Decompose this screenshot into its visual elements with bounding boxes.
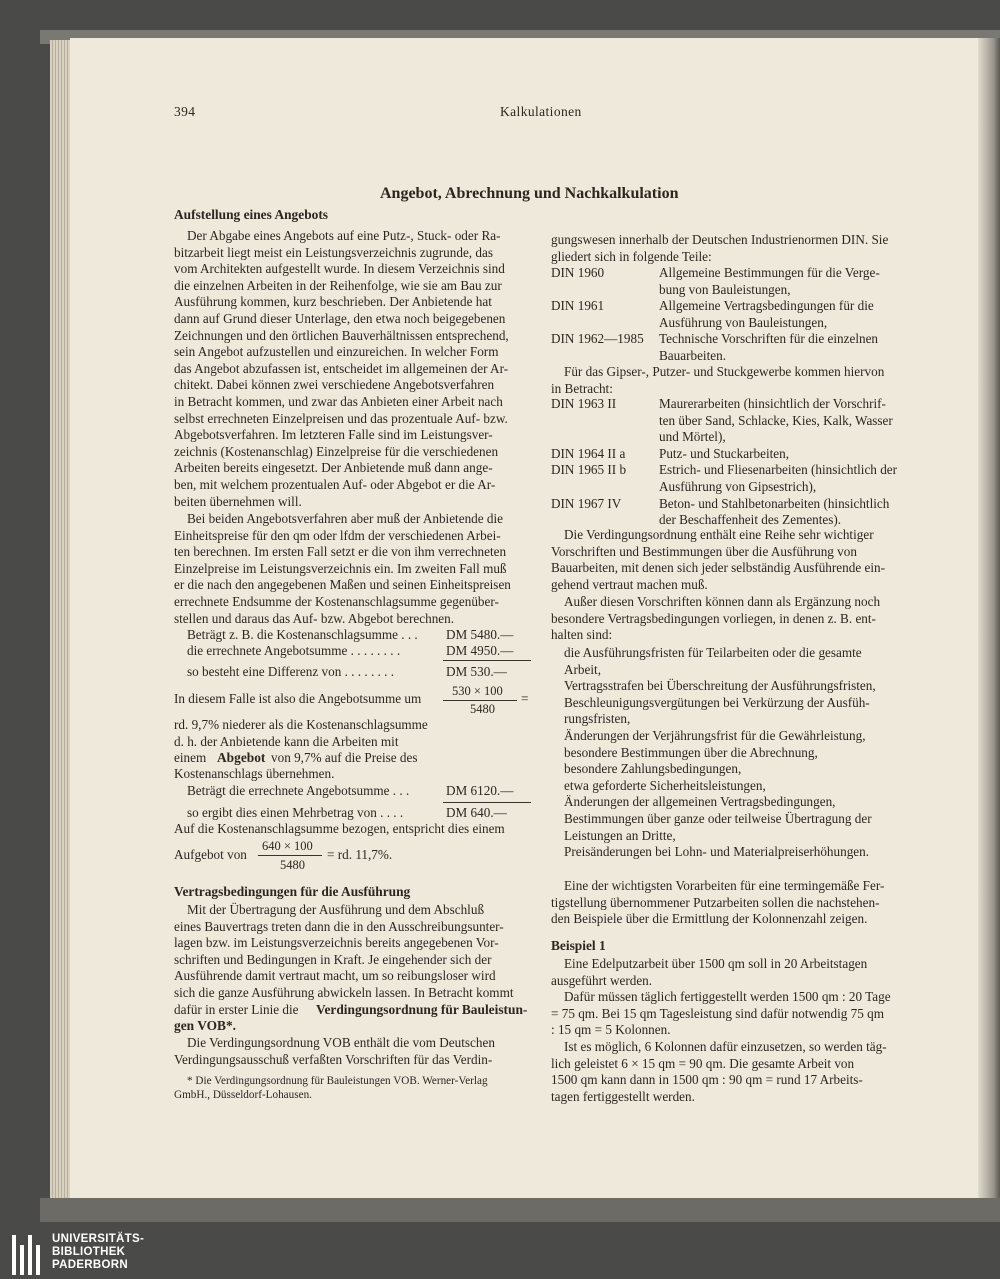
din-code: DIN 1963 II	[551, 396, 617, 411]
calc-value: DM 6120.—	[446, 783, 514, 798]
page-edges	[50, 40, 72, 1200]
paragraph-line: Ist es möglich, 6 Kolonnen dafür einzusetzen, so werden täg-	[564, 1039, 887, 1054]
paragraph-line: das Angebot abzufassen ist, entscheidet im allgemeinen der Ar-	[174, 360, 509, 376]
din-description: Bauarbeiten.	[659, 348, 727, 363]
paragraph-line: tagen fertiggestellt werden.	[551, 1088, 695, 1104]
list-item: Beschleunigungsvergütungen bei Verkürzung der Ausfüh-	[564, 694, 870, 710]
paragraph-line: errechnete Endsumme der Kostenanschlagsumme gegenüber-	[174, 594, 499, 609]
calc-label: Beträgt z. B. die Kostenanschlagsumme . . .	[187, 627, 418, 642]
library-logo-text	[52, 1233, 144, 1272]
paragraph-line: die einzelnen Arbeiten in der Reihenfolge, wie sie am Bau zur	[174, 277, 502, 293]
list-item: besondere Bestimmungen über die Abrechnung,	[564, 744, 818, 760]
emphasis-text: Abgebot	[217, 750, 266, 765]
paragraph-line: selbst errechneten Einzelpreisen und das prozentuale Auf- bzw.	[174, 410, 508, 426]
paragraph-line: gliedert sich in folgende Teile:	[551, 248, 712, 264]
paragraph-line: Einzelpreise im Leistungsverzeichnis ein. Im zweiten Fall muß	[174, 560, 507, 576]
paragraph-line: schriften und Bedingungen in Kraft. Je eingehender sich der	[174, 951, 492, 967]
paragraph-line: Der Abgabe eines Angebots auf eine Putz-, Stuck- oder Ra-	[187, 228, 501, 243]
fraction-denominator: 5480	[280, 858, 305, 872]
list-item: die Ausführungsfristen für Teilarbeiten oder die gesamte	[564, 645, 862, 660]
emphasis-text: Verdingungsordnung für Bauleistun-	[316, 1002, 528, 1017]
calc-value: DM 5480.—	[446, 627, 514, 642]
din-description: ten über Sand, Schlacke, Kies, Kalk, Wasser	[659, 412, 893, 428]
calc-label: Aufgebot von	[174, 847, 247, 862]
din-code: DIN 1960	[551, 265, 605, 280]
calc-label: die errechnete Angebotsumme . . . . . . . .	[187, 643, 401, 658]
list-item: rungsfristen,	[564, 711, 631, 727]
din-description: Putz- und Stuckarbeiten,	[659, 445, 790, 461]
paragraph-line: Arbeiten bereits eingesetzt. Der Anbietende muß dann ange-	[174, 460, 493, 476]
paragraph-line: Dafür müssen täglich fertiggestellt werden 1500 qm : 20 Tage	[564, 989, 891, 1005]
paragraph-line: sich die ganze Ausführung abwickeln lassen. In Betracht kommt	[174, 985, 514, 1000]
din-description: Ausführung von Bauleistungen,	[659, 314, 828, 330]
paragraph-line: bitzarbeit liegt meist ein Leistungsverzeichnis zugrunde, das	[174, 244, 493, 260]
paragraph-line: in Betracht kommen, und zwar das Anbieten einer Arbeit nach	[174, 394, 503, 409]
paragraph-line: Zeichnungen und den örtlichen Bauverhältnissen entsprechend,	[174, 327, 509, 343]
fraction-numerator: 530 × 100	[452, 684, 503, 698]
paragraph-line: Die Verdingungsordnung VOB enthält die vom Deutschen	[187, 1035, 495, 1050]
paragraph-line: ben, mit welchem prozentualen Auf- oder Abgebot er die Ar-	[174, 477, 496, 492]
din-description: und Mörtel),	[659, 429, 726, 445]
paragraph-line: beiten übernehmen will.	[174, 493, 302, 509]
paragraph-line: Bauarbeiten, mit denen sich jeder selbständig Ausführende ein-	[551, 560, 885, 576]
paragraph-line: den Beispiele über die Ermittlung der Kolonnenzahl zeigen.	[551, 911, 868, 927]
calc-label: so besteht eine Differenz von . . . . . . . .	[187, 664, 395, 679]
list-item: Leistungen an Dritte,	[564, 827, 676, 843]
footnote-line: * Die Verdingungsordnung für Bauleistungen VOB. Werner-Verlag	[187, 1075, 488, 1087]
logo-line: PADERBORN	[52, 1259, 128, 1271]
list-item: Vertragsstrafen bei Überschreitung der Ausführungsfristen,	[564, 678, 876, 694]
paragraph-line: Ausführende damit vertraut macht, um so reibungsloser wird	[174, 968, 496, 984]
din-description: Allgemeine Vertragsbedingungen für die	[659, 298, 874, 314]
paragraph-line: 1500 qm kann dann in 1500 qm : 90 qm = rund 17 Arbeits-	[551, 1072, 863, 1088]
paragraph-line: in Betracht:	[551, 380, 613, 396]
paragraph-line: Für das Gipser-, Putzer- und Stuckgewerbe kommen hiervon	[564, 364, 885, 379]
paragraph-line: gungswesen innerhalb der Deutschen Industrienormen DIN. Sie	[551, 232, 889, 247]
paragraph-line: sein Angebot aufzustellen und einzureichen. In welcher Form	[174, 344, 499, 360]
din-code: DIN 1964 II a	[551, 445, 626, 461]
paragraph-line: Eine Edelputzarbeit über 1500 qm soll in 20 Arbeitstagen	[564, 956, 868, 971]
calc-value: DM 4950.—	[446, 643, 514, 658]
page-number: 394	[174, 104, 196, 119]
paragraph-line: ausgeführt werden.	[551, 972, 653, 988]
paragraph-line: Mit der Übertragung der Ausführung und dem Abschluß	[187, 902, 485, 917]
paragraph-line: : 15 qm = 5 Kolonnen.	[551, 1022, 671, 1038]
running-title: Kalkulationen	[500, 104, 582, 119]
paragraph-line: vom Architekten aufgestellt wurde. In diesem Verzeichnis sind	[174, 261, 505, 277]
fraction-denominator: 5480	[470, 702, 495, 716]
calc-label: Beträgt die errechnete Angebotsumme . . .	[187, 783, 410, 798]
paragraph-line: Bei beiden Angebotsverfahren aber muß der Anbietende die	[187, 511, 504, 526]
book-gutter	[978, 38, 1000, 1200]
din-description: Estrich- und Fliesenarbeiten (hinsichtlich der	[659, 462, 898, 478]
fraction-bar-1	[443, 700, 517, 701]
paragraph-line: Außer diesen Vorschriften können dann als Ergänzung noch	[564, 594, 881, 609]
section-heading: Vertragsbedingungen für die Ausführung	[174, 884, 411, 899]
list-item: Preisänderungen bei Lohn- und Materialpreiserhöhungen.	[564, 844, 870, 860]
fraction-bar-2	[258, 855, 322, 856]
example-heading: Beispiel 1	[551, 938, 606, 953]
paragraph-line: eines Bauvertrags treten dann die in den Ausschreibungsunter-	[174, 918, 504, 934]
calc-label: so ergibt dies einen Mehrbetrag von . . . .	[187, 805, 404, 820]
paragraph-line: Eine der wichtigsten Vorarbeiten für eine termingemäße Fer-	[564, 878, 885, 893]
paragraph-line: ten berechnen. Im ersten Fall setzt er die von ihm verrechneten	[174, 544, 507, 560]
din-description: Beton- und Stahlbetonarbeiten (hinsichtlich	[659, 495, 890, 511]
paragraph-line: Ausführung kommen, kurz beschrieben. Der Anbietende hat	[174, 294, 492, 310]
calc-label: In diesem Falle ist also die Angebotsumme um	[174, 691, 422, 706]
book-cover-bottom	[40, 1198, 1000, 1222]
paragraph-line: tigstellung übernommener Putzarbeiten sollen die nachstehen-	[551, 894, 880, 910]
din-code: DIN 1965 II b	[551, 462, 627, 478]
paragraph-text: von 9,7% auf die Preise des	[271, 750, 418, 765]
din-code: DIN 1961	[551, 298, 605, 314]
paragraph-line: halten sind:	[551, 627, 613, 643]
paragraph-line: Verdingungsausschuß verfaßten Vorschriften für das Verdin-	[174, 1051, 493, 1067]
list-item: Änderungen der allgemeinen Vertragsbedingungen,	[564, 794, 836, 810]
list-item: etwa geforderte Sicherheitsleistungen,	[564, 777, 766, 793]
din-description: Allgemeine Bestimmungen für die Verge-	[659, 265, 880, 280]
paragraph-line: Die Verdingungsordnung enthält eine Reihe sehr wichtiger	[564, 527, 874, 542]
list-item: Änderungen der Verjährungsfrist für die Gewährleistung,	[564, 728, 866, 743]
logo-line: UNIVERSITÄTS-	[52, 1233, 145, 1245]
paragraph-line: besondere Vertragsbedingungen vorliegen, in denen z. B. ent-	[551, 610, 876, 626]
paragraph-line: Kostenanschlags übernehmen.	[174, 766, 335, 781]
paragraph-line: dann auf Grund dieser Unterlage, den etwa noch beigegebenen	[174, 311, 506, 326]
calc-value: DM 530.—	[446, 664, 507, 679]
din-description: bung von Bauleistungen,	[659, 281, 791, 297]
emphasis-text: gen VOB*.	[174, 1018, 236, 1033]
calc-value: DM 640.—	[446, 805, 507, 820]
paragraph-line: stellen und daraus das Auf- bzw. Abgebot berechnen.	[174, 610, 455, 626]
paragraph-line: chitekt. Dabei können zwei verschiedene Angebotsverfahren	[174, 377, 495, 393]
paragraph-text: einem	[174, 750, 207, 765]
paragraph-line: d. h. der Anbietende kann die Arbeiten mit	[174, 733, 399, 749]
din-description: Maurerarbeiten (hinsichtlich der Vorschrif-	[659, 396, 886, 411]
paragraph-line: rd. 9,7% niederer als die Kostenanschlagsumme	[174, 717, 428, 732]
logo-line: BIBLIOTHEK	[52, 1246, 126, 1258]
paragraph-line: Auf die Kostenanschlagsumme bezogen, entspricht dies einem	[174, 821, 505, 836]
fraction-numerator: 640 × 100	[262, 839, 313, 853]
paragraph-line: Einheitspreise für den qm oder lfdm der verschiedenen Arbei-	[174, 527, 501, 543]
paragraph-text: dafür in erster Linie die	[174, 1002, 299, 1017]
din-code: DIN 1967 IV	[551, 495, 622, 511]
page-title: Angebot, Abrechnung und Nachkalkulation	[380, 185, 679, 202]
din-code: DIN 1962—1985	[551, 331, 644, 347]
list-item: Bestimmungen über ganze oder teilweise Übertragung der	[564, 811, 872, 826]
list-item: Arbeit,	[564, 661, 601, 677]
din-description: Technische Vorschriften für die einzelnen	[659, 331, 879, 347]
sum-rule-1	[443, 660, 531, 661]
paragraph-line: zeichnis (Kostenanschlag) Einzelpreise für die verschiedenen	[174, 443, 499, 459]
list-item: besondere Zahlungsbedingungen,	[564, 761, 742, 777]
equals-sign: =	[521, 691, 529, 706]
paragraph-line: gehend vertraut machen muß.	[551, 576, 708, 592]
calc-result: = rd. 11,7%.	[327, 847, 393, 862]
paragraph-line: Abgebotsverfahren. Im letzteren Falle sind im Leistungsver-	[174, 427, 493, 443]
paragraph-line: = 75 qm. Bei 15 qm Tagesleistung sind dafür notwendig 75 qm	[551, 1005, 884, 1021]
paragraph-line: Vorschriften und Bestimmungen über die Ausführung von	[551, 543, 857, 559]
section-heading: Aufstellung eines Angebots	[174, 207, 329, 222]
paragraph-line: lich geleistet 6 × 15 qm = 90 qm. Die gesamte Arbeit von	[551, 1055, 855, 1071]
paragraph-line: lagen bzw. im Leistungsverzeichnis bereits angegebenen Vor-	[174, 935, 499, 951]
footnote-line: GmbH., Düsseldorf-Lohausen.	[174, 1089, 312, 1101]
sum-rule-2	[443, 802, 531, 803]
paragraph-line: er die nach den angegebenen Maßen und seinen Einheitspreisen	[174, 577, 511, 593]
din-description: Ausführung von Gipsestrich),	[659, 479, 817, 494]
din-description: der Beschaffenheit des Zementes).	[659, 512, 842, 528]
library-logo-icon	[12, 1231, 46, 1275]
